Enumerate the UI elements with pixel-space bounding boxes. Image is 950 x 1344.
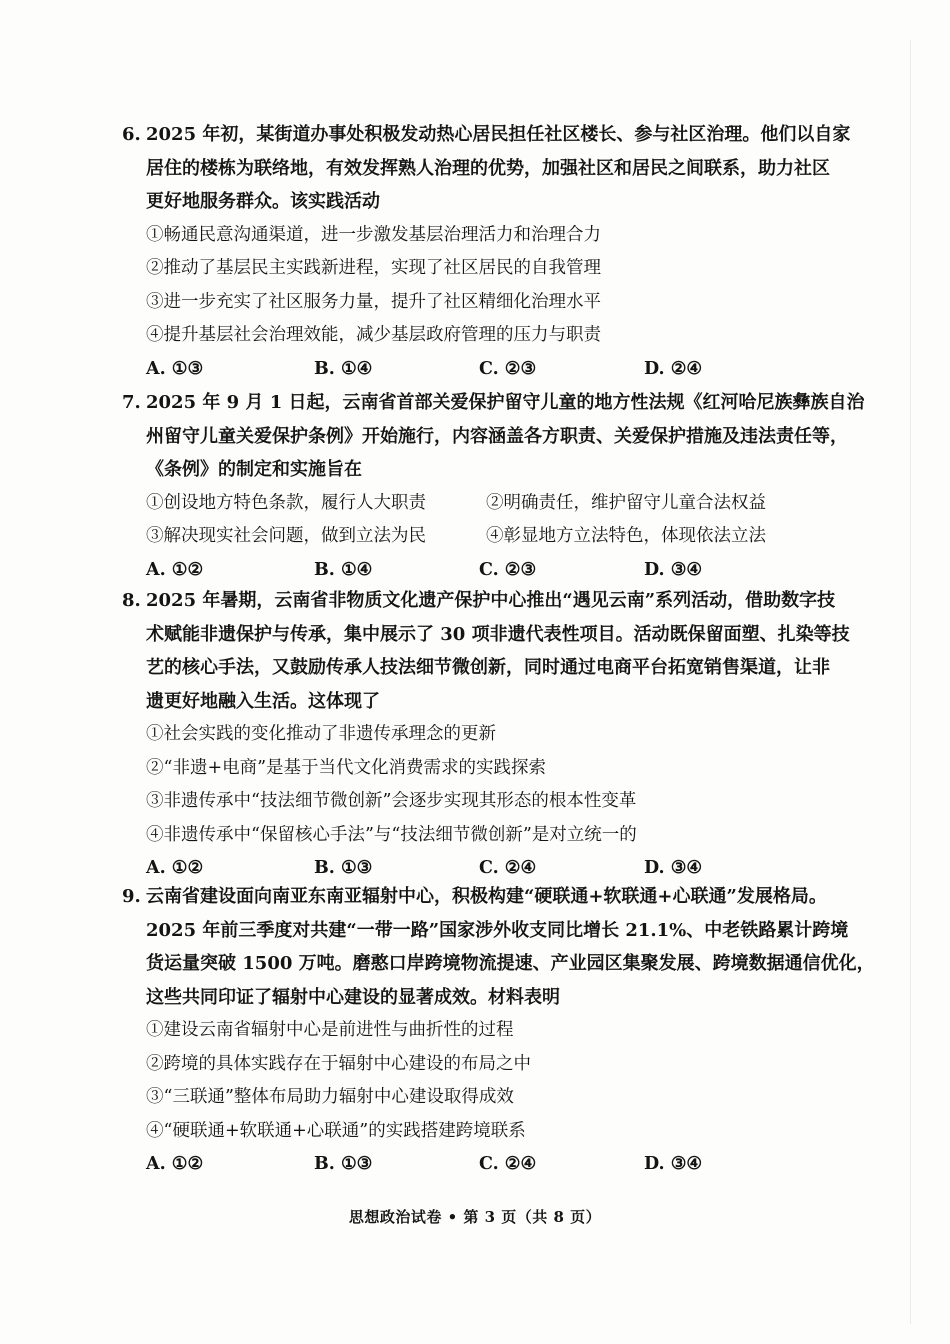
statement-3: ③进一步充实了社区服务力量，提升了社区精细化治理水平 bbox=[146, 291, 601, 312]
choice-d[interactable]: D. ②④ bbox=[644, 358, 703, 379]
stem-line: 2025 年前三季度对共建“一带一路”国家涉外收支同比增长 21.1%、中老铁路累计跨境 bbox=[146, 919, 849, 941]
answer-choices bbox=[122, 554, 842, 588]
statement-row bbox=[122, 487, 842, 521]
statement-1: ①建设云南省辐射中心是前进性与曲折性的过程 bbox=[146, 1020, 514, 1040]
statement-1: ①创设地方特色条款，履行人大职责 bbox=[146, 492, 426, 513]
statement-2: ②推动了基层民主实践新进程，实现了社区居民的自我管理 bbox=[146, 258, 601, 278]
stem-line: 术赋能非遗保护与传承，集中展示了 30 项非遗代表性项目。活动既保留面塑、扎染等技 bbox=[146, 623, 850, 645]
statement-2: ②跨境的具体实践存在于辐射中心建设的布局之中 bbox=[146, 1053, 531, 1074]
choice-b[interactable]: B. ①③ bbox=[314, 1154, 373, 1174]
stem-line: 这些共同印证了辐射中心建设的显著成效。材料表明 bbox=[146, 986, 560, 1008]
stem-line: 居住的楼栋为联络地，有效发挥熟人治理的优势，加强社区和居民之间联系，助力社区 bbox=[146, 157, 830, 179]
answer-choices bbox=[122, 1148, 842, 1182]
choice-c[interactable]: C. ②④ bbox=[479, 1154, 537, 1174]
question-number: 7. bbox=[122, 392, 141, 413]
choice-c[interactable]: C. ②③ bbox=[479, 358, 537, 379]
choice-a[interactable]: A. ①③ bbox=[146, 358, 204, 379]
choice-d[interactable]: D. ③④ bbox=[644, 1154, 703, 1174]
stem-line: 更好地服务群众。该实践活动 bbox=[146, 191, 380, 212]
question-stem bbox=[122, 118, 851, 219]
choice-c[interactable]: C. ②④ bbox=[479, 858, 537, 878]
stem-line: 2025 年暑期，云南省非物质文化遗产保护中心推出“遇见云南”系列活动，借助数字技 bbox=[146, 590, 836, 611]
stem-line: 遗更好地融入生活。这体现了 bbox=[146, 690, 380, 712]
stem-line: 云南省建设面向南亚东南亚辐射中心，积极构建“硬联通+软联通+心联通”发展格局。 bbox=[146, 886, 827, 907]
question-7 bbox=[122, 386, 865, 587]
page-edge bbox=[910, 40, 911, 1324]
statement-3: ③非遗传承中“技法细节微创新”会逐步实现其形态的根本性变革 bbox=[146, 791, 637, 811]
choice-b[interactable]: B. ①③ bbox=[314, 858, 373, 878]
statement-4: ④非遗传承中“保留核心手法”与“技法细节微创新”是对立统一的 bbox=[146, 824, 637, 845]
choice-a[interactable]: A. ①② bbox=[146, 858, 204, 878]
statement-row bbox=[122, 520, 842, 554]
statement-1: ①畅通民意沟通渠道，进一步激发基层治理活力和治理合力 bbox=[146, 224, 601, 245]
stem-line: 2025 年初，某街道办事处积极发动热心居民担任社区楼长、参与社区治理。他们以自家 bbox=[146, 124, 851, 145]
stem-line: 《条例》的制定和实施旨在 bbox=[146, 459, 362, 480]
answer-choices bbox=[122, 353, 842, 387]
statement-3: ③“三联通”整体布局助力辐射中心建设取得成效 bbox=[146, 1087, 514, 1107]
statement-1: ①社会实践的变化推动了非遗传承理念的更新 bbox=[146, 724, 496, 744]
statement-4: ④彰显地方立法特色，体现依法立法 bbox=[486, 526, 766, 546]
question-stem bbox=[122, 386, 865, 487]
page-footer: 思想政治试卷 • 第 3 页（共 8 页） bbox=[348, 1208, 602, 1226]
question-number: 9. bbox=[122, 886, 141, 907]
question-6 bbox=[122, 118, 851, 386]
stem-line: 州留守儿童关爱保护条例》开始施行，内容涵盖各方职责、关爱保护措施及违法责任等， bbox=[146, 425, 848, 447]
choice-a[interactable]: A. ①② bbox=[146, 559, 204, 580]
choice-a[interactable]: A. ①② bbox=[146, 1154, 204, 1174]
statement-4: ④“硬联通+软联通+心联通”的实践搭建跨境联系 bbox=[146, 1120, 526, 1141]
question-9 bbox=[122, 880, 875, 1182]
statement-2: ②“非遗+电商”是基于当代文化消费需求的实践探索 bbox=[146, 757, 547, 778]
choice-b[interactable]: B. ①④ bbox=[314, 559, 373, 580]
statement-4: ④提升基层社会治理效能，减少基层政府管理的压力与职责 bbox=[146, 325, 601, 345]
question-number: 6. bbox=[122, 124, 141, 145]
choice-d[interactable]: D. ③④ bbox=[644, 559, 703, 580]
statement-2: ②明确责任，维护留守儿童合法权益 bbox=[486, 492, 766, 513]
stem-line: 艺的核心手法，又鼓励传承人技法细节微创新，同时通过电商平台拓宽销售渠道，让非 bbox=[146, 657, 830, 678]
question-stem bbox=[122, 880, 875, 1014]
stem-line: 货运量突破 1500 万吨。磨憨口岸跨境物流提速、产业园区集聚发展、跨境数据通信优化， bbox=[146, 953, 875, 974]
choice-d[interactable]: D. ③④ bbox=[644, 858, 703, 878]
choice-b[interactable]: B. ①④ bbox=[314, 358, 373, 379]
question-8 bbox=[122, 584, 850, 886]
question-stem bbox=[122, 584, 850, 718]
stem-line: 2025 年 9 月 1 日起，云南省首部关爱保护留守儿童的地方性法规《红河哈尼族彝族自治 bbox=[146, 392, 865, 413]
choice-c[interactable]: C. ②③ bbox=[479, 559, 537, 580]
question-number: 8. bbox=[122, 590, 141, 611]
statement-3: ③解决现实社会问题，做到立法为民 bbox=[146, 526, 426, 546]
